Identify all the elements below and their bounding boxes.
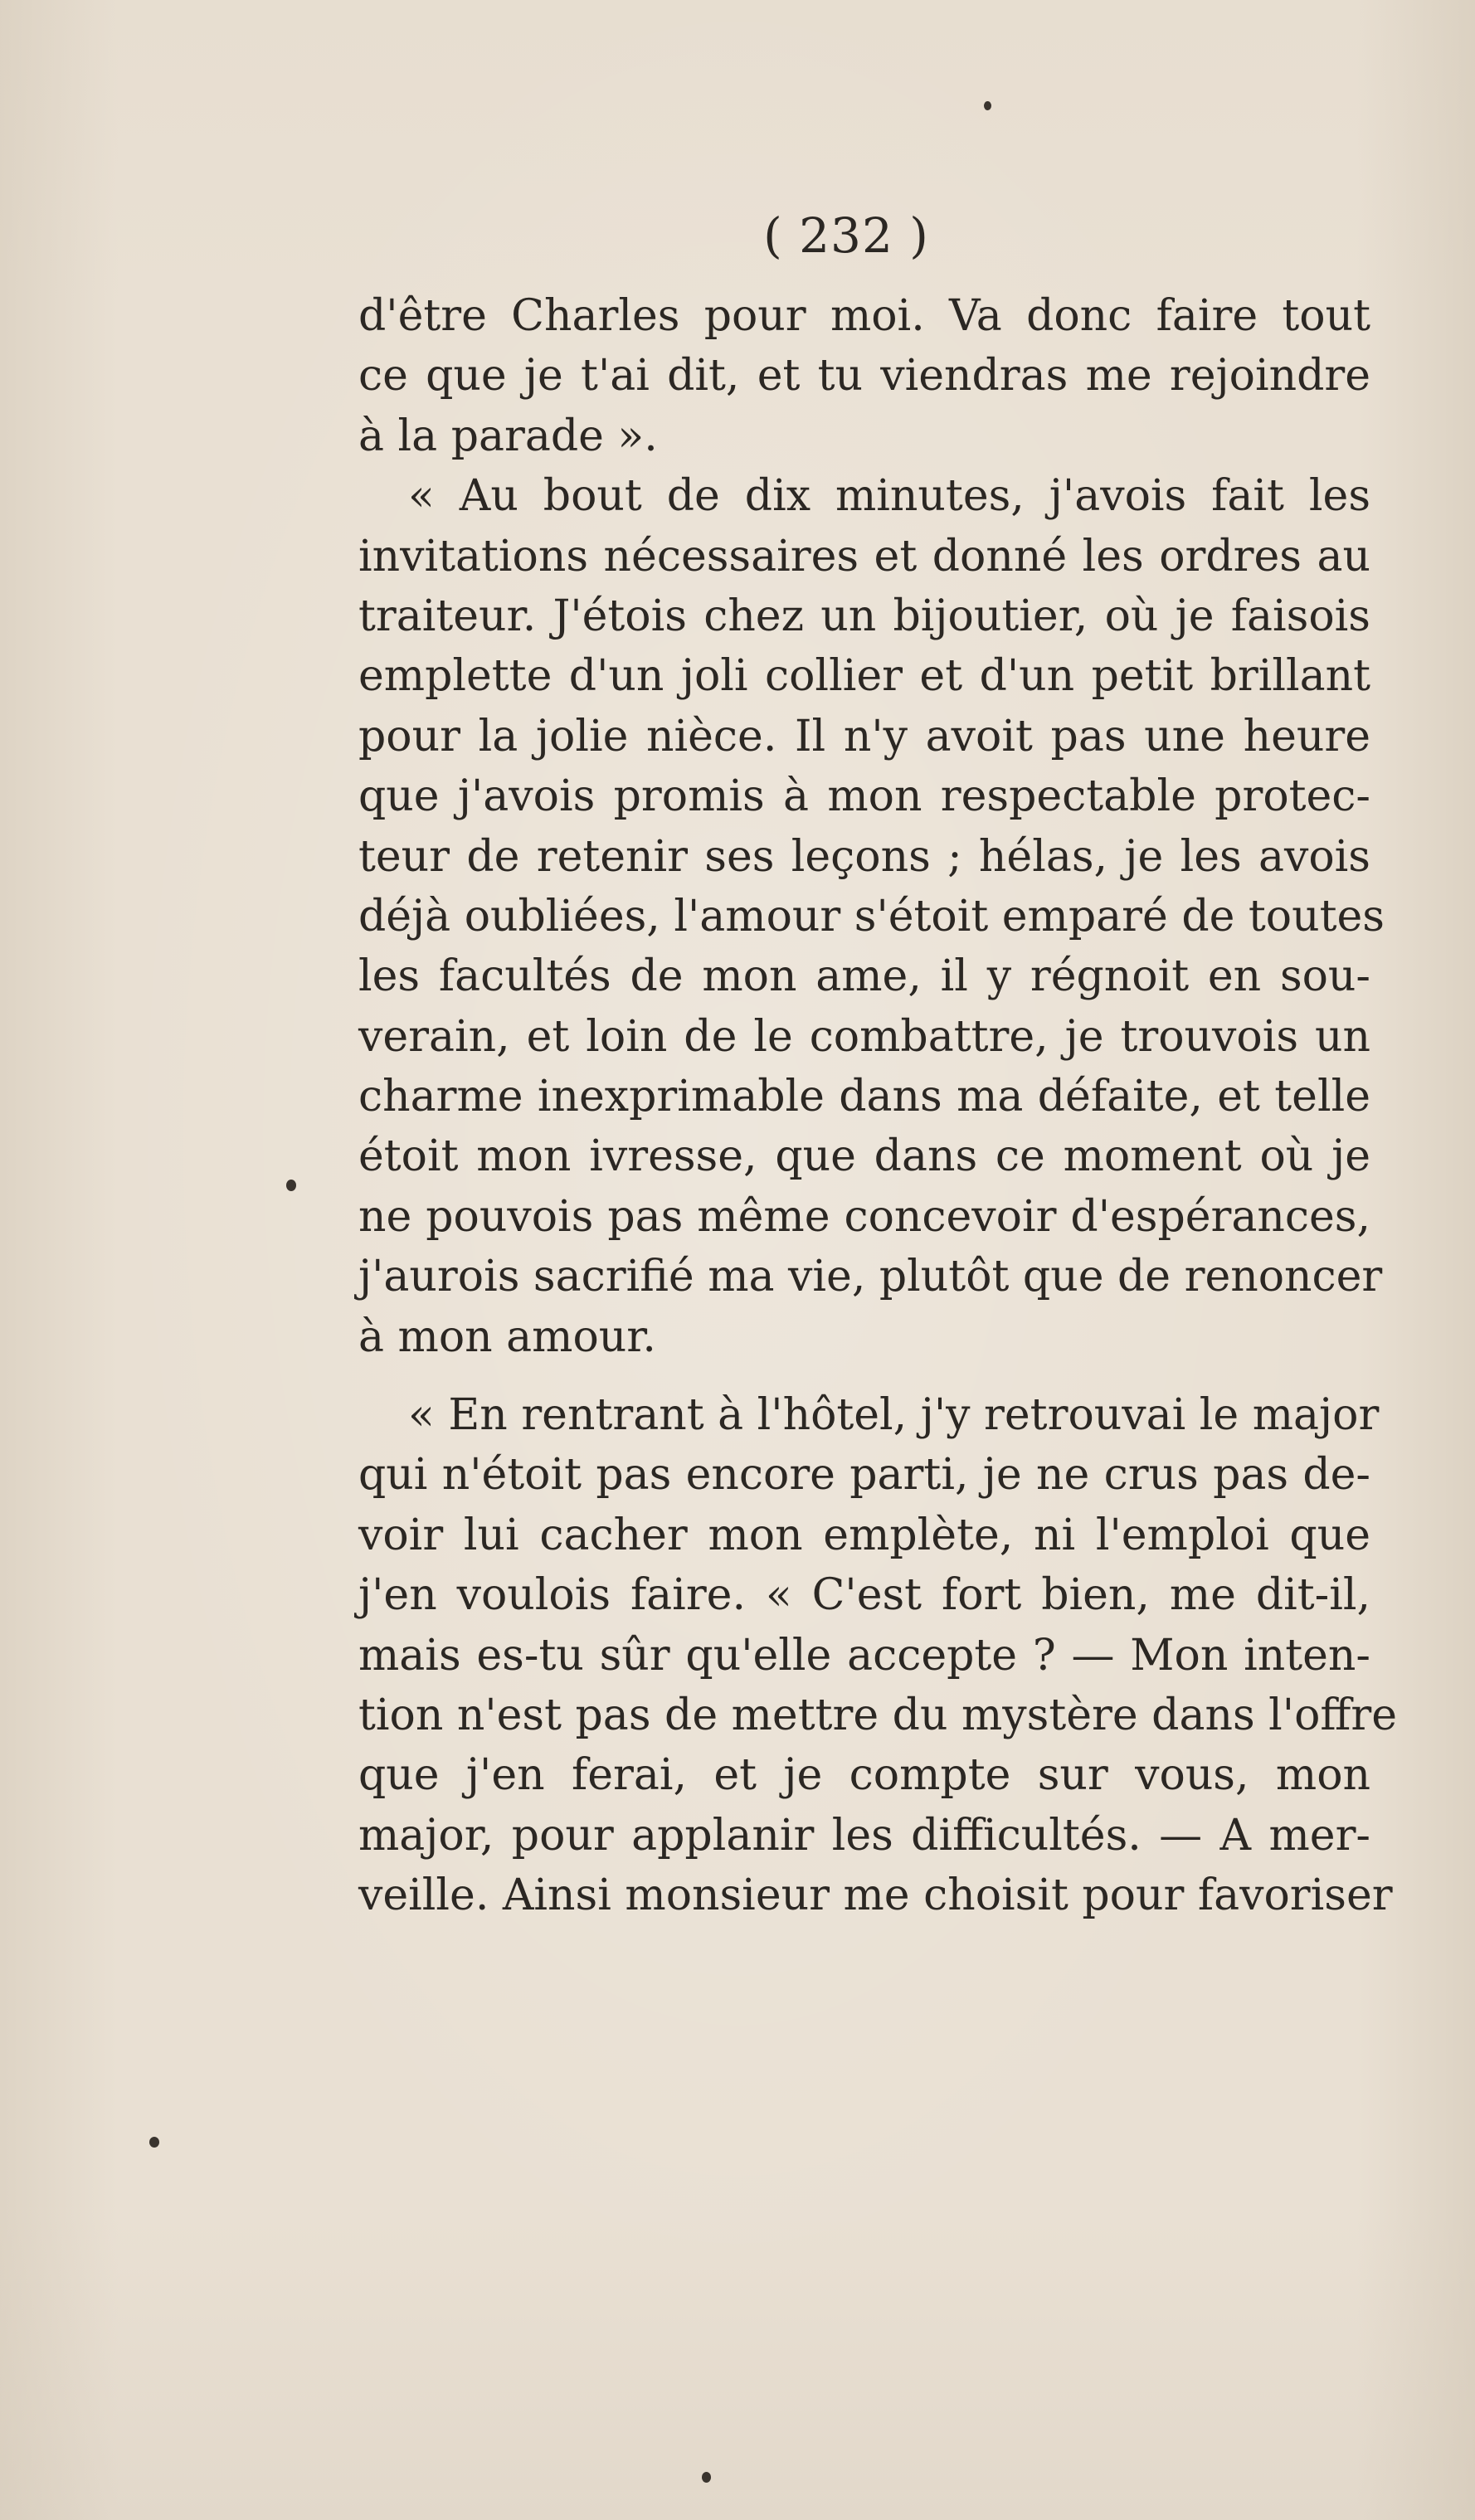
text-line: « Au bout de dix minutes, j'avois fait les <box>408 471 1370 522</box>
text-line: j'en voulois faire. « C'est fort bien, me dit-il, <box>358 1570 1370 1621</box>
text-line: tion n'est pas de mettre du mystère dans l'offre <box>358 1690 1397 1740</box>
text-line: les facultés de mon ame, il y régnoit en sou- <box>358 951 1370 1002</box>
text-line: mais es-tu sûr qu'elle accepte ? — Mon inten- <box>358 1630 1370 1681</box>
text-line: d'être Charles pour moi. Va donc faire tout <box>358 291 1370 341</box>
text-line: « En rentrant à l'hôtel, j'y retrouvai le major <box>408 1390 1380 1441</box>
ink-spot <box>984 101 991 110</box>
ink-spot <box>702 2472 711 2483</box>
text-line: ce que je t'ai dit, et tu viendras me rejoindre <box>358 351 1370 401</box>
page-number: ( 232 ) <box>763 207 929 264</box>
text-line: étoit mon ivresse, que dans ce moment où je <box>358 1131 1370 1182</box>
text-line: major, pour applanir les difficultés. — A mer- <box>358 1810 1370 1861</box>
ink-spot <box>149 2137 159 2148</box>
text-line: traiteur. J'étois chez un bijoutier, où je faisois <box>358 591 1370 641</box>
text-line: teur de retenir ses leçons ; hélas, je les avois <box>358 831 1370 882</box>
text-line: verain, et loin de le combattre, je trouvois un <box>358 1011 1370 1062</box>
text-line: que j'en ferai, et je compte sur vous, mon <box>358 1750 1370 1801</box>
text-line: charme inexprimable dans ma défaite, et telle <box>358 1072 1370 1122</box>
text-line: qui n'étoit pas encore parti, je ne crus pas de- <box>358 1450 1370 1501</box>
text-line: emplette d'un joli collier et d'un petit brillant <box>358 651 1370 702</box>
body-text <box>358 286 1397 1926</box>
text-line: invitations nécessaires et donné les ordres au <box>358 531 1370 581</box>
text-line: voir lui cacher mon emplète, ni l'emploi que <box>358 1510 1370 1560</box>
ink-spot <box>286 1180 296 1191</box>
paragraph-gap <box>358 1367 1370 1385</box>
text-line: pour la jolie nièce. Il n'y avoit pas une heure <box>358 711 1370 761</box>
text-line: j'aurois sacrifié ma vie, plutôt que de renoncer <box>358 1252 1383 1302</box>
text-line: que j'avois promis à mon respectable protec- <box>358 771 1370 822</box>
text-line: déjà oubliées, l'amour s'étoit emparé de toutes <box>358 891 1385 941</box>
text-line: ne pouvois pas même concevoir d'espérances, <box>358 1191 1370 1242</box>
text-line: à mon amour. <box>358 1311 656 1362</box>
text-line: veille. Ainsi monsieur me choisit pour favoriser <box>358 1871 1393 1921</box>
text-line: à la parade ». <box>358 411 658 461</box>
